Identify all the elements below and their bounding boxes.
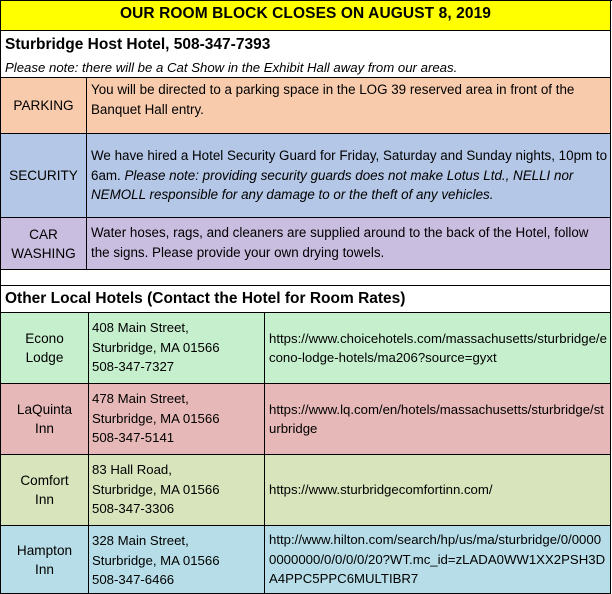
parking-label: PARKING	[1, 78, 87, 133]
hotel-phone: 508-347-3306	[92, 501, 175, 516]
room-block-banner	[1, 1, 611, 31]
hotel-url[interactable]	[265, 455, 610, 525]
hotel-city: Sturbridge, MA 01566	[92, 481, 220, 497]
hotel-name-line2: Inn	[35, 561, 54, 577]
car-washing-label-line2: WASHING	[11, 245, 76, 261]
hotel-name-line2: Inn	[35, 492, 54, 507]
hotel-city: Sturbridge, MA 01566	[92, 339, 220, 355]
hotel-name	[1, 455, 89, 525]
security-cell	[87, 134, 610, 217]
hotel-address	[89, 455, 265, 525]
parking-text: You will be directed to a parking space in the LOG 39 reserved area in front of the Banquet Hall entry.	[91, 82, 575, 117]
spacer-row	[1, 270, 611, 286]
hotel-url[interactable]	[265, 313, 610, 383]
hotel-street: 408 Main Street,	[92, 320, 189, 335]
banner-text: OUR ROOM BLOCK CLOSES ON AUGUST 8, 2019	[119, 5, 492, 22]
hotel-name-line1: Hampton	[16, 542, 73, 558]
hotel-name-line2: Inn	[35, 421, 54, 436]
hotel-phone: 508-347-5141	[92, 430, 175, 445]
car-washing-text: Water hoses, rags, and cleaners are supplied around to the back of the Hotel, follow the signs. Please provide your own drying towels.	[91, 225, 589, 260]
security-row	[1, 134, 611, 218]
hotel-city: Sturbridge, MA 01566	[92, 552, 220, 568]
hotel-street: 328 Main Street,	[92, 533, 189, 548]
parking-row	[1, 78, 611, 134]
hotel-url[interactable]	[265, 384, 610, 454]
security-text: We have hired a Hotel Security Guard for Friday, Saturday and Sunday nights, 10pm to 6am.	[91, 148, 608, 183]
hotel-row-laquinta-inn	[1, 384, 611, 455]
hotel-name-line1: Comfort	[20, 473, 69, 488]
hotel-city: Sturbridge, MA 01566	[92, 410, 220, 426]
car-washing-label	[1, 218, 87, 269]
hotel-phone: 508-347-7327	[92, 359, 175, 374]
host-hotel-title: Sturbridge Host Hotel, 508-347-7393	[5, 36, 271, 53]
hotel-name	[1, 313, 89, 383]
hotel-name-line1: Econo	[25, 331, 64, 346]
other-hotels-title: Other Local Hotels (Contact the Hotel for Room Rates)	[5, 290, 406, 307]
hotel-address	[89, 384, 265, 454]
hotel-phone: 508-347-6466	[92, 572, 175, 587]
car-washing-label-line1: CAR	[29, 226, 58, 242]
hotel-url[interactable]	[265, 526, 610, 593]
hotel-url-text[interactable]: http://www.hilton.com/search/hp/us/ma/sturbridge/0/00000000000/0/0/0/0/20?WT.mc_id=zLADA0WW1XX2PSH3DA4PPC5PPC6MULTIBR7	[269, 532, 606, 587]
hotel-street: 83 Hall Road,	[92, 462, 172, 477]
security-note: Please note: providing security guards does not make Lotus Ltd., NELLI nor NEMOLL responsible for any damage to or the theft of any vehicles.	[91, 167, 574, 202]
security-label: SECURITY	[1, 134, 87, 217]
host-hotel-section	[1, 31, 611, 78]
car-washing-row	[1, 218, 611, 270]
other-hotels-header	[1, 286, 611, 313]
hotel-name-line2: Lodge	[25, 350, 64, 365]
hotel-url-text[interactable]: https://www.choicehotels.com/massachusetts/sturbridge/econo-lodge-hotels/ma206?source=gyxt	[269, 330, 607, 365]
cat-show-note: Please note: there will be a Cat Show in the Exhibit Hall away from our areas.	[5, 60, 458, 75]
hotel-street: 478 Main Street,	[92, 391, 189, 406]
hotel-name-line1: LaQuinta	[16, 402, 73, 417]
hotel-url-text[interactable]: https://www.sturbridgecomfortinn.com/	[269, 482, 493, 498]
hotel-name	[1, 384, 89, 454]
hotel-name	[1, 526, 89, 593]
hotel-row-hampton-inn	[1, 526, 611, 594]
hotel-row-econo-lodge	[1, 313, 611, 384]
hotel-url-text[interactable]: https://www.lq.com/en/hotels/massachusetts/sturbridge/sturbridge	[269, 401, 604, 436]
hotel-address	[89, 526, 265, 593]
hotel-row-comfort-inn	[1, 455, 611, 526]
hotel-address	[89, 313, 265, 383]
